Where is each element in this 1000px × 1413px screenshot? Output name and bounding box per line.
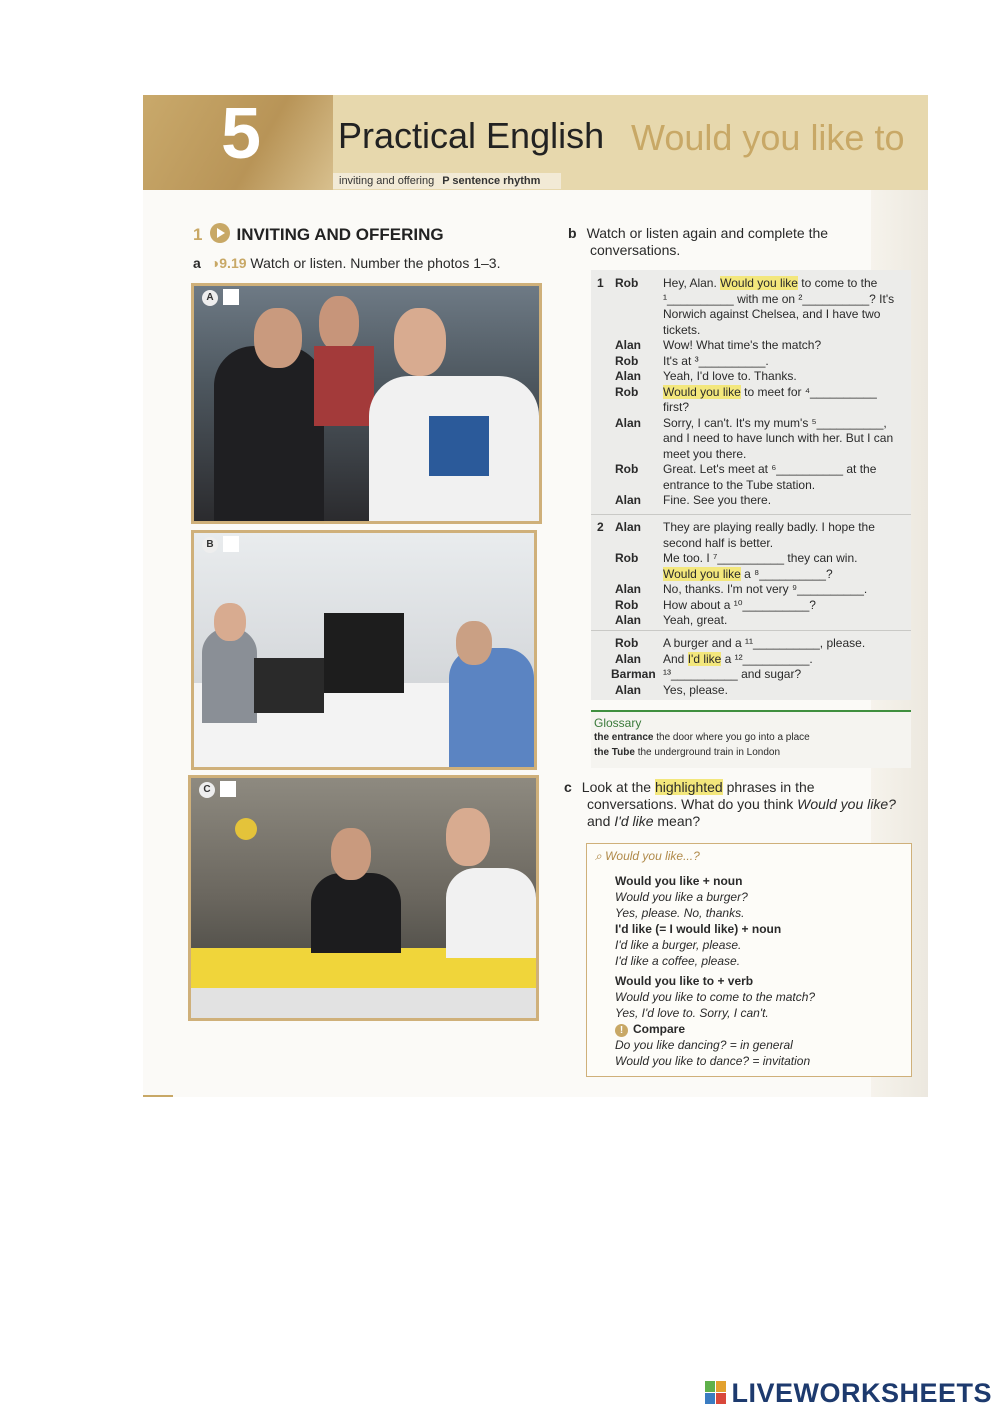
face-c-right bbox=[446, 808, 490, 866]
grammar-rule: Would you like + noun bbox=[615, 874, 743, 888]
dialogue-line: And I'd like a ¹²__________. bbox=[663, 651, 813, 666]
instruction-letter: a bbox=[193, 255, 201, 271]
grammar-rule: ! Compare bbox=[615, 1022, 685, 1037]
highlighted-phrase: Would you like bbox=[720, 276, 798, 290]
speaker-name: Rob bbox=[615, 462, 639, 476]
photo-c bbox=[188, 775, 539, 1021]
play-icon bbox=[210, 223, 230, 243]
instruction-b-line1: Watch or listen again and complete the bbox=[586, 225, 829, 241]
dialogue-line: Yeah, I'd love to. Thanks. bbox=[663, 369, 797, 383]
highlighted-phrase: I'd like bbox=[687, 651, 722, 666]
dialogue-line: tickets. bbox=[663, 322, 701, 337]
face-a-left bbox=[254, 308, 302, 368]
glossary-title: Glossary bbox=[594, 716, 642, 730]
speaker-name: Rob bbox=[615, 597, 639, 612]
dialogue-line: No, thanks. I'm not very ⁹__________. bbox=[663, 582, 868, 596]
dialogue-line: ¹³__________ and sugar? bbox=[663, 667, 802, 681]
instruction-letter: c bbox=[564, 779, 572, 795]
dialogue-line: Yes, please. bbox=[663, 682, 728, 697]
speaker-name: Rob bbox=[615, 384, 639, 399]
dialogue-line: Great. Let's meet at ⁶__________ at the bbox=[663, 462, 877, 476]
topic-b: P sentence rhythm bbox=[442, 175, 541, 187]
dialogue-line: Would you like a ⁸__________? bbox=[663, 566, 833, 581]
instruction-c bbox=[564, 779, 815, 795]
glossary-def: the underground train in London bbox=[637, 747, 781, 758]
search-icon: ⌕ bbox=[595, 849, 606, 863]
dialogue-line: Would you like to meet for ⁴__________ bbox=[663, 384, 877, 399]
speaker-name: Alan bbox=[615, 682, 642, 697]
face-b-right bbox=[456, 621, 492, 665]
grammar-example: Do you like dancing? = in general bbox=[615, 1038, 793, 1052]
dialogue-line: It's at ³__________. bbox=[663, 353, 769, 368]
highlighted-phrase: Would you like bbox=[663, 566, 741, 581]
photo-a bbox=[191, 283, 542, 524]
unit-number: 5 bbox=[221, 95, 262, 174]
dialogue-line: Fine. See you there. bbox=[663, 493, 772, 507]
dialogue-line: first? bbox=[663, 400, 690, 414]
instruction-b bbox=[568, 225, 828, 241]
c-highlight: highlighted bbox=[654, 779, 723, 795]
c-text: conversations. What do you think bbox=[587, 796, 798, 812]
c-text: Look at the bbox=[581, 779, 655, 795]
grammar-box bbox=[586, 843, 912, 1077]
speaker-name: Alan bbox=[615, 415, 642, 430]
instruction-c-3 bbox=[587, 813, 700, 829]
c-text: phrases in the bbox=[722, 779, 815, 795]
dialogue-line: and I need to have lunch with her. But I can bbox=[663, 431, 894, 445]
photo-label-a: A bbox=[202, 290, 218, 306]
dialogue-line: How about a ¹⁰__________? bbox=[663, 597, 816, 612]
cafe-sign-icon bbox=[235, 818, 257, 840]
grammar-title: Would you like...? bbox=[605, 849, 700, 863]
topic-a: inviting and offering bbox=[339, 175, 435, 187]
glossary-term: the entrance bbox=[594, 732, 654, 743]
photo-b bbox=[191, 530, 537, 770]
dialogue-line: second half is better. bbox=[663, 535, 774, 550]
dialogue-line: Hey, Alan. Would you like to come to the bbox=[663, 276, 878, 290]
grammar-title-row bbox=[595, 849, 700, 864]
photo-label-b: B bbox=[202, 537, 218, 553]
speaker-name: Alan bbox=[615, 613, 642, 627]
dialogue-line: ¹__________ with me on ²__________? It's bbox=[663, 291, 895, 306]
dialogue-line: They are playing really badly. I hope the bbox=[663, 520, 875, 534]
person-c-left bbox=[311, 873, 401, 953]
dialogue-line: Yeah, great. bbox=[663, 613, 728, 627]
speaker-name: Alan bbox=[615, 338, 642, 352]
dialogue-line: Me too. I ⁷__________ they can win. bbox=[663, 551, 858, 565]
photo-c-answer-box[interactable] bbox=[220, 781, 236, 797]
speaker-name: Barman bbox=[611, 667, 656, 681]
section-heading bbox=[193, 223, 444, 245]
page-subtitle: Would you like to bbox=[631, 117, 905, 158]
dialogue-line: meet you there. bbox=[663, 446, 747, 461]
person-a-back bbox=[314, 346, 374, 426]
grammar-example: Yes, I'd love to. Sorry, I can't. bbox=[615, 1006, 769, 1020]
grammar-rule: I'd like (= I would like) + noun bbox=[615, 922, 782, 936]
topic-bar bbox=[333, 173, 561, 189]
face-a-right bbox=[394, 308, 446, 376]
instruction-b-line2: conversations. bbox=[590, 242, 681, 258]
textbook-page bbox=[143, 95, 928, 1097]
speaker-name: Alan bbox=[615, 520, 642, 534]
glossary-term: the Tube bbox=[594, 747, 635, 758]
footer-brand bbox=[705, 1378, 992, 1409]
person-a-left bbox=[214, 346, 324, 521]
glossary bbox=[591, 710, 911, 768]
face-c-left bbox=[331, 828, 371, 880]
conversation-number: 2 bbox=[597, 520, 604, 534]
grammar-example: Yes, please. No, thanks. bbox=[615, 906, 745, 920]
divider bbox=[591, 630, 911, 631]
monitor-left bbox=[254, 658, 324, 713]
instruction-a bbox=[193, 255, 500, 271]
grammar-rule: Would you like to + verb bbox=[615, 974, 754, 988]
speaker-name: Rob bbox=[615, 636, 639, 650]
photo-label-c: C bbox=[199, 782, 215, 798]
speaker-name: Rob bbox=[615, 276, 639, 290]
divider bbox=[591, 514, 911, 515]
counter-front bbox=[191, 988, 536, 1018]
footer-brand-text: LIVEWORKSHEETS bbox=[731, 1378, 992, 1408]
dialogue-line: Sorry, I can't. It's my mum's ⁵__________, bbox=[663, 415, 887, 430]
instruction-b-2 bbox=[590, 242, 680, 258]
instruction-text: Watch or listen. Number the photos 1–3. bbox=[250, 255, 501, 271]
dialogue-line: Norwich against Chelsea, and I have two bbox=[663, 307, 881, 321]
photo-b-answer-box[interactable] bbox=[223, 536, 239, 552]
dialogue-line: Wow! What time's the match? bbox=[663, 338, 822, 352]
c-italic: Would you like? bbox=[797, 796, 896, 812]
section-number: 1 bbox=[193, 225, 203, 244]
conversation-number: 1 bbox=[597, 276, 604, 290]
grammar-example: I'd like a burger, please. bbox=[615, 938, 742, 952]
grammar-example: Would you like a burger? bbox=[615, 890, 748, 904]
face-a-back bbox=[319, 296, 359, 351]
instruction-c-2 bbox=[587, 796, 896, 812]
person-b-left bbox=[202, 628, 257, 723]
face-b-left bbox=[214, 603, 246, 641]
speaker-name: Alan bbox=[615, 651, 642, 666]
instruction-letter: b bbox=[568, 225, 577, 241]
c-text: and bbox=[587, 813, 615, 829]
speaker-name: Alan bbox=[615, 493, 642, 507]
glossary-def: the door where you go into a place bbox=[656, 732, 810, 743]
dialogue-line: A burger and a ¹¹__________, please. bbox=[663, 636, 866, 650]
photo-a-answer-box[interactable] bbox=[223, 289, 239, 305]
grammar-example: I'd like a coffee, please. bbox=[615, 954, 741, 968]
audio-track: 9.19 bbox=[219, 255, 247, 271]
section-title: INVITING AND OFFERING bbox=[236, 225, 444, 244]
grammar-example: Would you like to come to the match? bbox=[615, 990, 816, 1004]
dialogue-line: entrance to the Tube station. bbox=[663, 477, 816, 492]
conversations-box bbox=[591, 270, 911, 700]
page-title: Practical English bbox=[338, 115, 605, 156]
shirt-print bbox=[429, 416, 489, 476]
liveworksheets-logo-icon bbox=[705, 1381, 727, 1405]
info-icon: ! bbox=[615, 1024, 628, 1037]
speaker-name: Alan bbox=[615, 582, 642, 596]
speaker-name: Alan bbox=[615, 369, 642, 383]
audio-icon: ◑ bbox=[210, 255, 220, 271]
c-italic: I'd like bbox=[614, 813, 654, 829]
grammar-example: Would you like to dance? = invitation bbox=[615, 1054, 811, 1068]
speaker-name: Rob bbox=[615, 353, 639, 368]
speaker-name: Rob bbox=[615, 551, 639, 565]
person-c-right bbox=[446, 868, 536, 958]
monitor-center bbox=[324, 613, 404, 693]
person-b-right bbox=[449, 648, 534, 768]
c-text: mean? bbox=[653, 813, 701, 829]
highlighted-phrase: Would you like bbox=[663, 384, 741, 399]
page-corner-mark bbox=[143, 1095, 173, 1097]
